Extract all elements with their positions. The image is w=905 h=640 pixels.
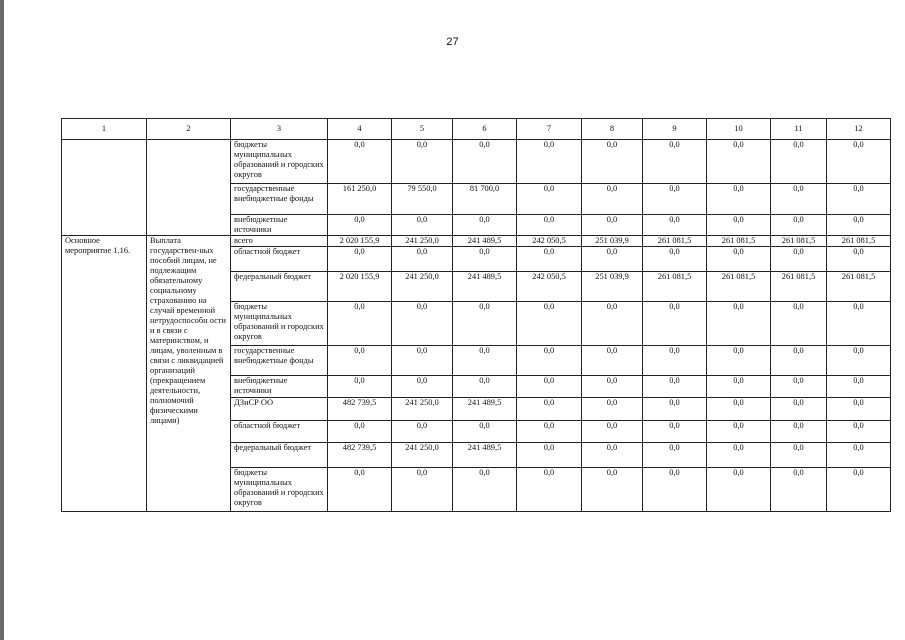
amount-cell: 0,0 — [453, 247, 517, 272]
amount-cell: 0,0 — [707, 140, 771, 184]
amount-cell: 161 250,0 — [328, 184, 392, 215]
measure-name-cell: Основное мероприятие 1.16. — [62, 236, 147, 512]
amount-cell: 0,0 — [771, 184, 827, 215]
amount-cell: 251 039,9 — [582, 236, 643, 247]
amount-cell: 0,0 — [328, 247, 392, 272]
column-header: 8 — [582, 119, 643, 140]
amount-cell: 0,0 — [328, 140, 392, 184]
amount-cell: 241 250,0 — [392, 236, 453, 247]
amount-cell: 0,0 — [707, 215, 771, 236]
scan-left-edge — [0, 0, 4, 640]
amount-cell: 0,0 — [517, 468, 582, 512]
amount-cell: 0,0 — [328, 468, 392, 512]
amount-cell: 241 489,5 — [453, 236, 517, 247]
column-number-row — [62, 119, 891, 140]
column-header: 9 — [643, 119, 707, 140]
amount-cell: 0,0 — [643, 302, 707, 346]
amount-cell: 0,0 — [771, 376, 827, 398]
funding-source-cell: бюджеты муниципальных образований и городских округов — [231, 302, 328, 346]
amount-cell: 0,0 — [582, 421, 643, 443]
funding-source-cell: внебюджетные источники — [231, 215, 328, 236]
amount-cell: 0,0 — [707, 376, 771, 398]
amount-cell: 0,0 — [392, 468, 453, 512]
amount-cell: 0,0 — [643, 376, 707, 398]
amount-cell: 0,0 — [707, 302, 771, 346]
amount-cell: 0,0 — [771, 346, 827, 376]
amount-cell: 0,0 — [328, 302, 392, 346]
amount-cell: 261 081,5 — [707, 272, 771, 302]
amount-cell: 0,0 — [643, 346, 707, 376]
amount-cell: 0,0 — [771, 140, 827, 184]
amount-cell: 0,0 — [582, 302, 643, 346]
column-header: 3 — [231, 119, 328, 140]
amount-cell: 0,0 — [517, 247, 582, 272]
table-row — [62, 140, 891, 184]
amount-cell: 0,0 — [328, 376, 392, 398]
amount-cell: 0,0 — [392, 302, 453, 346]
page-number: 27 — [446, 36, 459, 48]
amount-cell: 0,0 — [517, 140, 582, 184]
amount-cell: 0,0 — [453, 302, 517, 346]
column-header: 1 — [62, 119, 147, 140]
amount-cell: 0,0 — [582, 346, 643, 376]
amount-cell: 0,0 — [643, 443, 707, 468]
amount-cell: 0,0 — [643, 468, 707, 512]
column-header: 6 — [453, 119, 517, 140]
amount-cell: 242 050,5 — [517, 272, 582, 302]
column-header: 10 — [707, 119, 771, 140]
amount-cell: 0,0 — [827, 398, 891, 421]
amount-cell: 0,0 — [328, 421, 392, 443]
amount-cell: 0,0 — [771, 398, 827, 421]
amount-cell: 0,0 — [827, 468, 891, 512]
amount-cell: 0,0 — [643, 140, 707, 184]
amount-cell: 241 250,0 — [392, 443, 453, 468]
column-header: 5 — [392, 119, 453, 140]
amount-cell: 0,0 — [582, 443, 643, 468]
amount-cell: 0,0 — [392, 346, 453, 376]
funding-source-cell: бюджеты муниципальных образований и городских округов — [231, 140, 328, 184]
amount-cell: 0,0 — [582, 376, 643, 398]
amount-cell: 0,0 — [392, 140, 453, 184]
amount-cell: 261 081,5 — [827, 236, 891, 247]
column-header: 11 — [771, 119, 827, 140]
amount-cell: 0,0 — [707, 443, 771, 468]
amount-cell: 0,0 — [707, 247, 771, 272]
funding-source-cell: государственные внебюджетные фонды — [231, 184, 328, 215]
amount-cell: 0,0 — [643, 184, 707, 215]
measure-description-cell: Выплата государствен-ных пособий лицам, не подлежащим обязательному социальному страхованию на случай временной нетрудоспособн ости и в связи с материнством, и лицам, уволенным в связи с ликвидацией организаций (прекращением деятельности, полномочий физическими лицами) — [147, 236, 231, 512]
amount-cell: 2 020 155,9 — [328, 236, 392, 247]
amount-cell: 0,0 — [453, 346, 517, 376]
funding-source-cell: всего — [231, 236, 328, 247]
amount-cell: 0,0 — [453, 468, 517, 512]
amount-cell: 241 250,0 — [392, 398, 453, 421]
funding-source-cell: внебюджетные источники — [231, 376, 328, 398]
amount-cell: 0,0 — [582, 215, 643, 236]
continued-measure-cell — [62, 140, 147, 236]
amount-cell: 0,0 — [582, 140, 643, 184]
amount-cell: 261 081,5 — [827, 272, 891, 302]
funding-source-cell: государственные внебюджетные фонды — [231, 346, 328, 376]
amount-cell: 241 489,5 — [453, 272, 517, 302]
amount-cell: 0,0 — [827, 184, 891, 215]
budget-table — [61, 118, 891, 512]
funding-source-cell: федеральный бюджет — [231, 443, 328, 468]
amount-cell: 0,0 — [827, 376, 891, 398]
amount-cell: 0,0 — [517, 443, 582, 468]
funding-source-cell: федеральный бюджет — [231, 272, 328, 302]
column-header: 4 — [328, 119, 392, 140]
amount-cell: 241 250,0 — [392, 272, 453, 302]
amount-cell: 0,0 — [453, 376, 517, 398]
amount-cell: 0,0 — [582, 184, 643, 215]
amount-cell: 0,0 — [643, 215, 707, 236]
amount-cell: 0,0 — [582, 247, 643, 272]
funding-source-cell: областной бюджет — [231, 421, 328, 443]
amount-cell: 0,0 — [707, 398, 771, 421]
amount-cell: 261 081,5 — [707, 236, 771, 247]
amount-cell: 0,0 — [827, 346, 891, 376]
amount-cell: 261 081,5 — [643, 272, 707, 302]
amount-cell: 0,0 — [453, 421, 517, 443]
amount-cell: 0,0 — [771, 302, 827, 346]
amount-cell: 0,0 — [827, 302, 891, 346]
table-row — [62, 236, 891, 247]
amount-cell: 0,0 — [392, 376, 453, 398]
amount-cell: 0,0 — [827, 215, 891, 236]
amount-cell: 0,0 — [643, 421, 707, 443]
amount-cell: 0,0 — [707, 184, 771, 215]
amount-cell: 0,0 — [392, 215, 453, 236]
amount-cell: 0,0 — [328, 346, 392, 376]
amount-cell: 241 489,5 — [453, 398, 517, 421]
amount-cell: 251 039,9 — [582, 272, 643, 302]
amount-cell: 0,0 — [827, 140, 891, 184]
amount-cell: 0,0 — [707, 346, 771, 376]
amount-cell: 0,0 — [771, 468, 827, 512]
amount-cell: 0,0 — [827, 247, 891, 272]
amount-cell: 482 739,5 — [328, 443, 392, 468]
amount-cell: 0,0 — [707, 421, 771, 443]
amount-cell: 0,0 — [582, 398, 643, 421]
amount-cell: 0,0 — [517, 184, 582, 215]
amount-cell: 0,0 — [827, 443, 891, 468]
amount-cell: 0,0 — [517, 398, 582, 421]
amount-cell: 2 020 155,9 — [328, 272, 392, 302]
column-header: 2 — [147, 119, 231, 140]
amount-cell: 0,0 — [517, 376, 582, 398]
amount-cell: 0,0 — [328, 215, 392, 236]
amount-cell: 261 081,5 — [771, 272, 827, 302]
amount-cell: 0,0 — [643, 247, 707, 272]
amount-cell: 0,0 — [453, 140, 517, 184]
funding-source-cell: бюджеты муниципальных образований и городских округов — [231, 468, 328, 512]
amount-cell: 0,0 — [771, 421, 827, 443]
amount-cell: 0,0 — [453, 215, 517, 236]
amount-cell: 79 550,0 — [392, 184, 453, 215]
funding-source-cell: ДЗиСР ОО — [231, 398, 328, 421]
amount-cell: 0,0 — [517, 215, 582, 236]
amount-cell: 0,0 — [771, 215, 827, 236]
amount-cell: 0,0 — [771, 443, 827, 468]
amount-cell: 241 489,5 — [453, 443, 517, 468]
budget-table-body — [62, 119, 891, 512]
amount-cell: 0,0 — [392, 421, 453, 443]
amount-cell: 81 700,0 — [453, 184, 517, 215]
amount-cell: 0,0 — [392, 247, 453, 272]
amount-cell: 0,0 — [517, 346, 582, 376]
continued-description-cell — [147, 140, 231, 236]
amount-cell: 261 081,5 — [771, 236, 827, 247]
amount-cell: 0,0 — [517, 302, 582, 346]
amount-cell: 0,0 — [827, 421, 891, 443]
column-header: 12 — [827, 119, 891, 140]
amount-cell: 0,0 — [582, 468, 643, 512]
amount-cell: 482 739,5 — [328, 398, 392, 421]
amount-cell: 0,0 — [707, 468, 771, 512]
amount-cell: 0,0 — [771, 247, 827, 272]
amount-cell: 0,0 — [643, 398, 707, 421]
funding-source-cell: областной бюджет — [231, 247, 328, 272]
amount-cell: 242 050,5 — [517, 236, 582, 247]
amount-cell: 261 081,5 — [643, 236, 707, 247]
amount-cell: 0,0 — [517, 421, 582, 443]
column-header: 7 — [517, 119, 582, 140]
